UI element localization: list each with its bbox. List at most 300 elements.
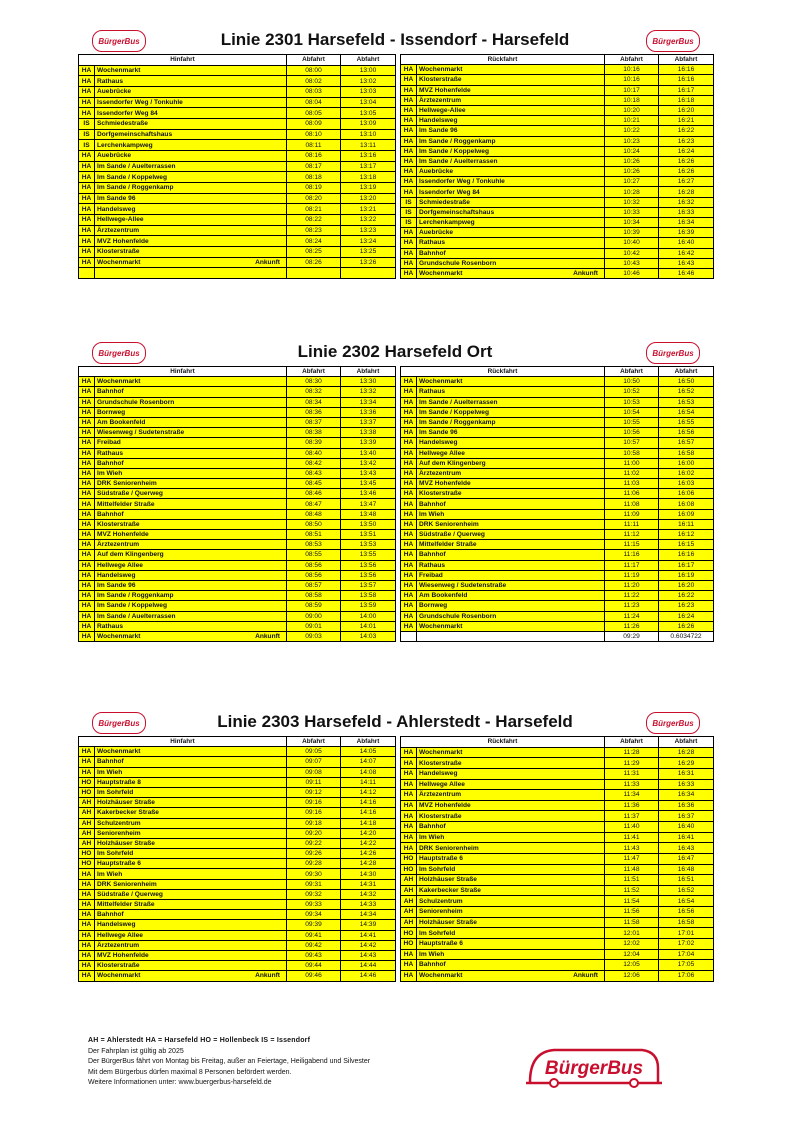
stop-name-text: Issendorfer Weg 84	[419, 188, 480, 196]
stop-row	[79, 631, 396, 641]
stop-name	[417, 960, 605, 971]
departure-time-morning: 08:51	[287, 530, 341, 540]
departure-time-morning: 08:05	[287, 108, 341, 119]
departure-time-morning: 10:39	[605, 228, 659, 238]
stop-name-text: Rathaus	[419, 239, 446, 247]
stop-name-text: Handelsweg	[419, 770, 458, 778]
stop-name	[95, 140, 287, 151]
departure-time-morning: 08:36	[287, 407, 341, 417]
stop-name	[95, 869, 287, 879]
stop-row	[401, 570, 714, 580]
blank-cell	[341, 268, 396, 279]
departure-time-morning: 11:03	[605, 479, 659, 489]
stop-row	[79, 215, 396, 226]
stop-row	[401, 218, 714, 228]
info-link[interactable]: Weitere Informationen unter: www.buergerbus-harsefeld.de	[88, 1079, 272, 1086]
zone-code: HA	[401, 949, 417, 960]
stop-name-text: Bahnhof	[97, 510, 124, 518]
zone-code: HA	[79, 767, 95, 777]
stop-name	[417, 95, 605, 105]
departure-time-morning: 10:46	[605, 268, 659, 278]
departure-time-morning: 10:57	[605, 438, 659, 448]
stop-name	[95, 920, 287, 930]
stop-name-text: Wiesenweg / Sudetenstraße	[97, 429, 185, 437]
stop-name-text: Im Sande / Koppelweg	[97, 173, 167, 181]
zone-code: HA	[401, 126, 417, 136]
departure-time-afternoon: 13:59	[341, 601, 396, 611]
stop-name-text: Im Sande / Auelterrassen	[97, 612, 176, 620]
departure-time-afternoon: 16:18	[659, 95, 714, 105]
departure-time-afternoon: 13:40	[341, 448, 396, 458]
departure-time-morning: 10:22	[605, 126, 659, 136]
departure-time-afternoon: 14:31	[341, 879, 396, 889]
departure-header: Abfahrt	[287, 737, 341, 747]
stop-row	[401, 960, 714, 971]
stop-name-text: Wochenmarkt	[419, 378, 463, 386]
departure-time-morning: 11:12	[605, 530, 659, 540]
stop-name	[417, 75, 605, 85]
stop-name	[417, 591, 605, 601]
departure-time-morning: 10:18	[605, 95, 659, 105]
departure-time-morning: 10:56	[605, 428, 659, 438]
zone-code: HA	[401, 417, 417, 427]
departure-time-morning: 09:16	[287, 808, 341, 818]
departure-time-morning: 11:56	[605, 907, 659, 918]
zone-code: HA	[79, 236, 95, 247]
departure-time-morning: 09:31	[287, 879, 341, 889]
zone-code: AH	[79, 808, 95, 818]
zone-code: HA	[79, 438, 95, 448]
zone-code: HA	[401, 489, 417, 499]
stop-name-text: Rathaus	[97, 77, 124, 85]
stop-row	[401, 377, 714, 387]
stop-name	[95, 65, 287, 76]
stop-row	[401, 611, 714, 621]
departure-time-afternoon: 14:33	[341, 900, 396, 910]
stop-name-text: Wochenmarkt	[97, 67, 141, 74]
stop-name	[417, 407, 605, 417]
stop-row	[79, 849, 396, 859]
zone-code: HO	[401, 864, 417, 875]
stop-name-text: Im Sande / Auelterrassen	[419, 157, 498, 165]
zone-code: HA	[401, 397, 417, 407]
stop-row	[79, 560, 396, 570]
departure-time-afternoon: 14:42	[341, 940, 396, 950]
stop-row	[79, 777, 396, 787]
stop-name-text: Holzhäuser Straße	[97, 799, 155, 807]
departure-time-afternoon: 16:56	[659, 907, 714, 918]
stop-row	[401, 105, 714, 115]
zone-code: HA	[79, 910, 95, 920]
zone-code: HA	[79, 193, 95, 204]
zone-code: HA	[401, 156, 417, 166]
stop-name	[95, 397, 287, 407]
stop-name-text: Ärztezentrum	[97, 941, 140, 949]
departure-time-morning: 09:28	[287, 859, 341, 869]
departure-time-afternoon: 16:06	[659, 489, 714, 499]
departure-time-afternoon: 16:23	[659, 136, 714, 146]
stop-name-text: Grundschule Rosenborn	[97, 398, 175, 406]
title-row	[78, 340, 712, 366]
departure-time-morning: 09:08	[287, 767, 341, 777]
departure-time-afternoon: 13:04	[341, 97, 396, 108]
zone-code: HA	[401, 811, 417, 822]
zone-code: HA	[79, 489, 95, 499]
departure-time-afternoon: 16:33	[659, 779, 714, 790]
stop-row	[401, 448, 714, 458]
stop-name-text: Am Bookenfeld	[97, 419, 146, 427]
departure-time-afternoon: 13:37	[341, 417, 396, 427]
stop-name	[417, 611, 605, 621]
zone-code: HA	[79, 601, 95, 611]
zone-code: HA	[79, 940, 95, 950]
arrival-label: Ankunft	[255, 259, 280, 267]
stop-name	[95, 438, 287, 448]
departure-time-morning: 10:23	[605, 136, 659, 146]
stop-row	[79, 448, 396, 458]
stop-name	[417, 601, 605, 611]
stop-row	[79, 971, 396, 981]
departure-time-afternoon: 16:24	[659, 146, 714, 156]
stop-row	[401, 885, 714, 896]
stop-name	[417, 458, 605, 468]
zone-code: HA	[79, 215, 95, 226]
departure-time-afternoon: 13:09	[341, 119, 396, 130]
stop-name-text: Rathaus	[419, 388, 446, 396]
stop-name-text: Schulzentrum	[419, 897, 463, 905]
departure-time-afternoon: 16:53	[659, 397, 714, 407]
departure-time-afternoon: 13:36	[341, 407, 396, 417]
stop-row	[401, 407, 714, 417]
stop-name	[95, 808, 287, 818]
departure-time-afternoon: 13:19	[341, 183, 396, 194]
departure-time-afternoon: 16:29	[659, 758, 714, 769]
departure-time-morning: 10:26	[605, 167, 659, 177]
zone-code: AH	[79, 838, 95, 848]
stop-name	[95, 489, 287, 499]
departure-time-morning: 08:30	[287, 377, 341, 387]
stop-row	[79, 930, 396, 940]
stop-name-text: Im Sande / Roggenkamp	[97, 184, 174, 192]
stop-row	[79, 591, 396, 601]
stop-name-text: DRK Seniorenheim	[419, 520, 479, 528]
departure-time-afternoon: 14:18	[341, 818, 396, 828]
zone-code: AH	[79, 818, 95, 828]
stop-name-text: Grundschule Rosenborn	[419, 612, 497, 620]
stop-name-text: Wochenmarkt	[97, 748, 141, 756]
stop-name-text: Wochenmarkt	[419, 748, 463, 756]
timetable-tables	[78, 736, 712, 982]
departure-time-afternoon: 16:46	[659, 268, 714, 278]
departure-time-afternoon: 13:05	[341, 108, 396, 119]
departure-header: Abfahrt	[659, 55, 714, 65]
departure-time-morning: 09:12	[287, 787, 341, 797]
stop-row	[79, 940, 396, 950]
stop-row	[79, 580, 396, 590]
stop-row	[401, 758, 714, 769]
zone-code: HA	[401, 843, 417, 854]
zone-code: HA	[79, 97, 95, 108]
zone-code: HA	[401, 621, 417, 631]
departure-time-morning: 10:52	[605, 387, 659, 397]
stop-row	[79, 438, 396, 448]
stop-row	[79, 204, 396, 215]
line-title: Linie 2303 Harsefeld - Ahlerstedt - Harsefeld	[217, 712, 573, 731]
stop-name	[95, 828, 287, 838]
stop-name-text: Handelsweg	[97, 571, 136, 579]
stop-row	[79, 950, 396, 960]
zone-code: HA	[79, 889, 95, 899]
blank-row	[79, 268, 396, 279]
stop-name	[417, 126, 605, 136]
stop-name-text: Am Bookenfeld	[419, 592, 468, 600]
stop-name-text: Auf dem Klingenberg	[419, 459, 486, 467]
stop-row	[401, 747, 714, 758]
zone-code: HA	[401, 540, 417, 550]
zone-code: HA	[79, 397, 95, 407]
stop-name-text: Mittelfelder Straße	[97, 901, 155, 909]
departure-time-morning: 09:01	[287, 621, 341, 631]
stop-name	[95, 747, 287, 757]
zone-code: HA	[401, 747, 417, 758]
zone-code: HA	[401, 822, 417, 833]
table-header	[79, 737, 396, 747]
departure-time-morning: 11:51	[605, 875, 659, 886]
departure-time-afternoon: 13:56	[341, 570, 396, 580]
departure-time-afternoon: 16:12	[659, 530, 714, 540]
stop-name	[95, 777, 287, 787]
stop-name-text: MVZ Hohenfelde	[97, 531, 149, 539]
departure-time-morning: 11:41	[605, 832, 659, 843]
blank-cell	[79, 268, 95, 279]
zone-code: HA	[401, 238, 417, 248]
stop-row	[79, 397, 396, 407]
zone-code: IS	[401, 207, 417, 217]
stop-name	[417, 167, 605, 177]
departure-time-afternoon: 13:17	[341, 161, 396, 172]
departure-time-morning: 08:48	[287, 509, 341, 519]
stop-name	[417, 105, 605, 115]
stop-row	[79, 428, 396, 438]
stop-row	[401, 489, 714, 499]
stop-name	[95, 550, 287, 560]
stop-row	[401, 800, 714, 811]
departure-time-morning: 09:20	[287, 828, 341, 838]
zone-code: HO	[79, 849, 95, 859]
stop-name	[417, 499, 605, 509]
zone-code: HA	[401, 560, 417, 570]
departure-time-morning: 10:55	[605, 417, 659, 427]
departure-time-afternoon: 13:03	[341, 87, 396, 98]
stop-name	[417, 146, 605, 156]
departure-time-morning: 08:58	[287, 591, 341, 601]
stop-name-text: Kakerbecker Straße	[419, 887, 481, 895]
stop-row	[401, 207, 714, 217]
departure-time-morning: 08:20	[287, 193, 341, 204]
timetable-tables	[78, 54, 712, 279]
departure-time-afternoon: 14:20	[341, 828, 396, 838]
stop-name-text: Im Wieh	[97, 469, 123, 477]
stop-row	[79, 808, 396, 818]
stop-name	[95, 407, 287, 417]
departure-time-morning: 08:42	[287, 458, 341, 468]
stop-name-text: DRK Seniorenheim	[97, 880, 157, 888]
stop-row	[401, 397, 714, 407]
stop-row	[79, 611, 396, 621]
stop-name	[95, 87, 287, 98]
stop-name	[95, 129, 287, 140]
departure-time-afternoon: 16:36	[659, 800, 714, 811]
departure-time-morning: 11:23	[605, 601, 659, 611]
stop-row	[401, 875, 714, 886]
stop-name-text: Bahnhof	[419, 500, 446, 508]
stop-name-text: Im Sande 96	[97, 195, 136, 203]
departure-time-morning: 09:26	[287, 849, 341, 859]
departure-time-afternoon: 14:43	[341, 950, 396, 960]
departure-time-morning: 09:00	[287, 611, 341, 621]
stop-name-text: Issendorfer Weg / Tonkuhle	[419, 178, 505, 186]
stop-name-text: Im Sohrfeld	[419, 865, 456, 873]
stop-row	[79, 519, 396, 529]
zone-code: HA	[79, 87, 95, 98]
stop-name	[417, 853, 605, 864]
stop-row	[401, 65, 714, 75]
zone-code: HA	[401, 75, 417, 85]
departure-time-morning: 10:20	[605, 105, 659, 115]
stop-row	[79, 838, 396, 848]
stop-name	[417, 197, 605, 207]
stop-name	[417, 530, 605, 540]
stop-row	[79, 767, 396, 777]
zone-code: HA	[79, 621, 95, 631]
stop-name	[417, 65, 605, 75]
stop-name	[417, 187, 605, 197]
departure-time-afternoon: 13:18	[341, 172, 396, 183]
stop-row	[401, 499, 714, 509]
departure-time-morning: 10:34	[605, 218, 659, 228]
stop-name	[95, 910, 287, 920]
stop-name-text: Ärztezentrum	[419, 791, 462, 799]
departure-time-morning: 08:34	[287, 397, 341, 407]
departure-time-morning: 09:16	[287, 798, 341, 808]
stop-name	[417, 428, 605, 438]
departure-time-afternoon: 13:55	[341, 550, 396, 560]
departure-time-afternoon: 17:06	[659, 970, 714, 981]
stop-row	[79, 257, 396, 268]
zone-code: HA	[79, 869, 95, 879]
stop-name	[95, 530, 287, 540]
departure-time-afternoon: 14:07	[341, 757, 396, 767]
departure-time-afternoon: 14:30	[341, 869, 396, 879]
zone-code: HA	[79, 747, 95, 757]
departure-header: Abfahrt	[341, 55, 396, 66]
stop-name	[417, 85, 605, 95]
stop-name	[95, 468, 287, 478]
zone-code: HA	[79, 611, 95, 621]
rueck-table	[400, 54, 714, 279]
zone-code: HA	[79, 65, 95, 76]
hin-header: Hinfahrt	[79, 55, 287, 66]
stop-row	[401, 822, 714, 833]
departure-time-afternoon: 14:16	[341, 808, 396, 818]
departure-header: Abfahrt	[659, 737, 714, 748]
departure-time-afternoon: 13:10	[341, 129, 396, 140]
departure-time-afternoon: 16:34	[659, 218, 714, 228]
stop-name	[417, 779, 605, 790]
stop-name	[95, 540, 287, 550]
departure-time-morning: 08:24	[287, 236, 341, 247]
zone-code: IS	[79, 129, 95, 140]
departure-time-morning: 11:02	[605, 468, 659, 478]
stop-row	[79, 172, 396, 183]
stop-name	[95, 387, 287, 397]
departure-time-afternoon: 16:48	[659, 864, 714, 875]
stop-name	[417, 268, 605, 278]
stop-name	[417, 896, 605, 907]
stop-row	[79, 601, 396, 611]
stop-row	[401, 75, 714, 85]
departure-time-morning: 12:04	[605, 949, 659, 960]
line-2303-section	[78, 710, 712, 982]
departure-time-morning: 12:06	[605, 970, 659, 981]
departure-time-afternoon: 16:37	[659, 811, 714, 822]
stop-name-text: MVZ Hohenfelde	[419, 86, 471, 94]
stop-name-text: Im Wieh	[97, 768, 123, 776]
stop-name-text: Im Sande 96	[97, 582, 136, 590]
stop-name-text: Im Sande / Roggenkamp	[97, 592, 174, 600]
stop-name-text: Mittelfelder Straße	[97, 500, 155, 508]
stop-name	[417, 550, 605, 560]
stop-name	[95, 889, 287, 899]
zone-code: HA	[401, 458, 417, 468]
hin-table	[78, 736, 396, 982]
stop-name-text: Im Sohrfeld	[419, 929, 456, 937]
departure-time-afternoon: 16:23	[659, 601, 714, 611]
stop-row	[79, 76, 396, 87]
departure-time-afternoon: 16:26	[659, 621, 714, 631]
stop-name	[417, 570, 605, 580]
departure-time-morning: 11:20	[605, 580, 659, 590]
mini-logo: BürgerBus	[92, 342, 146, 364]
zone-code: HA	[79, 879, 95, 889]
stop-name	[95, 971, 287, 981]
stop-row	[79, 900, 396, 910]
departure-time-morning: 08:10	[287, 129, 341, 140]
zone-code: HA	[79, 961, 95, 971]
departure-time-morning: 11:54	[605, 896, 659, 907]
departure-time-afternoon: 16:20	[659, 105, 714, 115]
departure-time-afternoon: 16:39	[659, 228, 714, 238]
validity-note: Der Fahrplan ist gültig ab 2025	[88, 1047, 184, 1055]
departure-time-morning: 10:50	[605, 377, 659, 387]
departure-time-morning: 12:02	[605, 938, 659, 949]
stop-name-text: MVZ Hohenfelde	[97, 952, 149, 960]
line-2301-section	[78, 28, 712, 279]
stop-name-text: Im Sande 96	[419, 429, 458, 437]
stop-name	[417, 218, 605, 228]
departure-time-morning: 08:04	[287, 97, 341, 108]
stop-name	[95, 601, 287, 611]
blank-cell	[95, 268, 287, 279]
stop-name-text: Hellwege Allee	[419, 449, 465, 457]
stop-name	[95, 631, 287, 641]
mini-logo: BürgerBus	[646, 30, 700, 52]
zone-code: HA	[79, 387, 95, 397]
departure-time-afternoon: 16:31	[659, 768, 714, 779]
stop-row	[401, 768, 714, 779]
departure-time-morning: 11:28	[605, 747, 659, 758]
departure-time-afternoon: 13:50	[341, 519, 396, 529]
